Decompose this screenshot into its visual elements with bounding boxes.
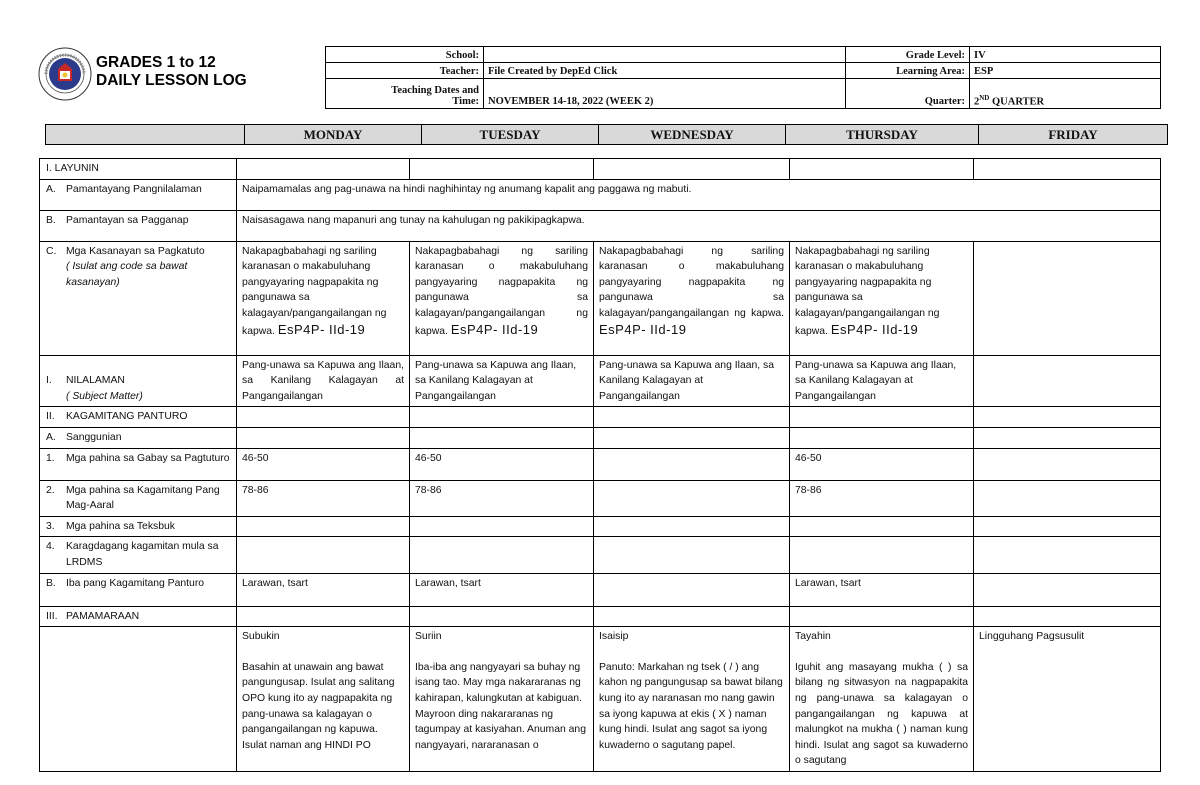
row-pamantayang-pangnilalaman [40,179,1161,210]
title-line-1: GRADES 1 to 12 [96,54,216,71]
pamantayang-pangnilalaman-label [40,179,237,210]
competency-code: EsP4P- IId-19 [830,321,919,337]
layunin-text: I. LAYUNIN [46,163,99,174]
proc-thursday [790,627,974,772]
quarter-number: 2 [974,96,980,107]
item-label: Mga pahina sa Gabay sa Pagtuturo [66,452,230,464]
item-label: Karagdagang kagamitan mula sa LRDMS [66,541,219,568]
learning-area-value: ESP [970,63,1161,79]
gabay-tuesday: 46-50 [410,448,594,480]
proc-title: Tayahin [795,631,831,643]
cell [237,606,410,627]
cell [410,516,594,537]
day-tuesday: TUESDAY [422,125,599,145]
kagamitang-mag-aaral-label [40,480,237,516]
cell [974,427,1161,448]
proc-monday [237,627,410,772]
item-label: Pamantayang Pangnilalaman [66,183,202,195]
cell [594,516,790,537]
row-lrdms [40,537,1161,573]
gabay-label [40,448,237,480]
cell [974,241,1161,355]
lesson-log-table [39,158,1161,772]
cell [237,516,410,537]
row-kagamitang-panturo [40,407,1161,428]
teaching-dates-value: NOVEMBER 14-18, 2022 (WEEK 2) [484,79,846,109]
row-kasanayan [40,241,1161,355]
nilalaman-wednesday: Pang-unawa sa Kapuwa ang Ilaan, sa Kanilang Kalagayan at Pangangailangan [594,355,790,407]
row-kagamitang-mag-aaral [40,480,1161,516]
day-wednesday: WEDNESDAY [599,125,786,145]
days-header [45,124,1168,145]
iba-pang-kagamitan-label [40,573,237,606]
cell [974,407,1161,428]
kasanayan-monday [237,241,410,355]
quarter-label: Quarter: [846,79,970,109]
row-layunin [40,159,1161,180]
item-number: B. [46,214,56,226]
item-number: I. [46,375,52,387]
day-monday: MONDAY [245,125,422,145]
item-number: A. [46,183,56,195]
cell [237,537,410,573]
item-label: Sanggunian [66,431,122,443]
cell [237,407,410,428]
competency-code: EsP4P- IId-19 [450,321,539,337]
kasanayan-note: ( Isulat ang code sa bawat kasanayan) [66,261,188,288]
item-label: PAMAMARAAN [66,610,140,622]
day-thursday: THURSDAY [786,125,979,145]
row-iba-pang-kagamitan [40,573,1161,606]
cell [594,606,790,627]
cell [594,427,790,448]
kasanayan-text: Nakapagbabahagi ng sariling karanasan o makabuluhang pangyayaring nagpapakita ng pangunawa sa kalagayan/pangangailangan ng kapwa. [242,245,387,337]
kasanayan-label [40,241,237,355]
cell [594,448,790,480]
kasanayan-tuesday [410,241,594,355]
title-block [96,54,247,90]
row-sanggunian [40,427,1161,448]
days-header-blank [46,125,245,145]
quarter-value [970,79,1161,109]
cell [974,480,1161,516]
nilalaman-tuesday: Pang-unawa sa Kapuwa ang Ilaan, sa Kanilang Kalagayan at Pangangailangan [410,355,594,407]
pamantayan-sa-pagganap-label [40,210,237,241]
cell [594,537,790,573]
item-number: B. [46,577,56,589]
item-label: NILALAMAN [66,375,125,387]
item-number: C. [46,245,57,257]
cell [974,573,1161,606]
cell [974,355,1161,407]
pamantayan-sa-pagganap-value: Naisasagawa nang mapanuri ang tunay na kahulugan ng pakikipagkapwa. [237,210,1161,241]
gabay-monday: 46-50 [237,448,410,480]
item-label: Mga pahina sa Kagamitang Pang Mag-Aaral [66,484,220,512]
day-friday: FRIDAY [979,125,1168,145]
cell [594,159,790,180]
kasanayan-text: Nakapagbabahagi ng sariling karanasan o makabuluhang pangyayaring nagpapakita ng pangunawa sa kalagayan/pangangailangan ng kapwa. [795,245,940,337]
proc-friday [974,627,1161,772]
proc-wednesday [594,627,790,772]
iba-thursday: Larawan, tsart [790,573,974,606]
nilalaman-note: ( Subject Matter) [66,390,143,402]
kagamitang-tuesday: 78-86 [410,480,594,516]
item-number: 2. [46,484,55,496]
cell [237,427,410,448]
header-info-table [325,46,1161,109]
cell [790,516,974,537]
cell [790,606,974,627]
item-number: 4. [46,541,55,553]
item-label: Pamantayan sa Pagganap [66,214,189,226]
cell [410,606,594,627]
cell [410,407,594,428]
kasanayan-thursday [790,241,974,355]
teacher-label: Teacher: [326,63,484,79]
quarter-word: QUARTER [989,96,1045,107]
lrdms-label [40,537,237,573]
proc-body: Iba-iba ang nangyayari sa buhay ng isang tao. May mga nakararanas ng kahirapan, kalungkutan at kabiguan. Mayroon ding nakararanas ng tagumpay at kasiyahan. Anuman ang nangyayari, nararanasan o [415,661,586,751]
item-number: II. [46,411,55,423]
cell [594,407,790,428]
teaching-dates-label [326,79,484,109]
item-label: KAGAMITANG PANTURO [66,411,188,423]
school-label: School: [326,47,484,63]
cell [594,573,790,606]
nilalaman-monday: Pang-unawa sa Kapuwa ang Ilaan, sa Kanilang Kalagayan at Pangangailangan [237,355,410,407]
cell [974,606,1161,627]
cell [410,427,594,448]
kasanayan-text: Nakapagbabahagi ng sariling karanasan o makabuluhang pangyayaring nagpapakita ng pangunawa sa kalagayan/pangangailangan ng kapwa. [415,245,588,337]
row-procedures [40,627,1161,772]
cell [974,159,1161,180]
kasanayan-text: Nakapagbabahagi ng sariling karanasan o makabuluhang pangyayaring nagpapakita ng pangunawa sa kalagayan/pangangailangan ng kapwa. [599,245,784,319]
nilalaman-thursday: Pang-unawa sa Kapuwa ang Ilaan, sa Kanilang Kalagayan at Pangangailangan [790,355,974,407]
proc-title: Subukin [242,631,280,643]
cell [790,407,974,428]
cell [790,537,974,573]
school-value [484,47,846,63]
gabay-thursday: 46-50 [790,448,974,480]
iba-monday: Larawan, tsart [237,573,410,606]
cell [790,159,974,180]
row-teksbuk [40,516,1161,537]
teacher-value: File Created by DepEd Click [484,63,846,79]
cell [974,537,1161,573]
kagamitang-monday: 78-86 [237,480,410,516]
cell [790,427,974,448]
competency-code: EsP4P- IId-19 [277,321,366,337]
grade-level-label: Grade Level: [846,47,970,63]
pamantayang-pangnilalaman-value: Naipamamalas ang pag-unawa na hindi naghihintay ng anumang kapalit ang paggawa ng mabuti. [237,179,1161,210]
item-number: III. [46,610,58,622]
proc-tuesday [410,627,594,772]
grade-level-value: IV [970,47,1161,63]
item-number: 1. [46,452,55,464]
sanggunian-label [40,427,237,448]
deped-seal-logo [38,47,92,101]
teaching-dates-label-line1: Teaching Dates and [391,85,479,96]
nilalaman-label [40,355,237,407]
cell [410,537,594,573]
iba-tuesday: Larawan, tsart [410,573,594,606]
cell [410,159,594,180]
row-pamamaraan [40,606,1161,627]
layunin-label [40,159,237,180]
item-label: Mga Kasanayan sa Pagkatuto [66,245,205,257]
proc-body: Basahin at unawain ang bawat pangungusap. Isulat ang salitang OPO kung ito ay nagpapakita ng pang-unawa sa kalagayan o pangangailangan ng kapuwa. Isulat naman ang HINDI PO [242,661,395,751]
cell [974,516,1161,537]
kagamitang-panturo-label [40,407,237,428]
title-line-2: DAILY LESSON LOG [96,72,247,89]
teaching-dates-label-line2: Time: [452,96,479,107]
cell [40,627,237,772]
row-nilalaman [40,355,1161,407]
proc-title: Isaisip [599,631,629,643]
row-pamantayan-sa-pagganap [40,210,1161,241]
cell [237,159,410,180]
proc-title: Lingguhang Pagsusulit [979,631,1085,643]
row-gabay [40,448,1161,480]
cell [594,480,790,516]
proc-title: Suriin [415,631,442,643]
item-number: A. [46,431,56,443]
pamamaraan-label [40,606,237,627]
quarter-suffix: ND [979,93,990,102]
cell [974,448,1161,480]
item-label: Iba pang Kagamitang Panturo [66,577,205,589]
item-number: 3. [46,520,55,532]
teksbuk-label [40,516,237,537]
competency-code: EsP4P- IId-19 [599,321,687,337]
kasanayan-wednesday [594,241,790,355]
proc-body: Panuto: Markahan ng tsek ( / ) ang kahon ng pangungusap sa bawat bilang kung ito ay naranasan mo nang gawin sa iyong kapuwa at ekis ( X ) naman kung hindi. Isulat ang sagot sa iyong kuwaderno o sagutang papel. [599,661,783,751]
kagamitang-thursday: 78-86 [790,480,974,516]
proc-body: Iguhit ang masayang mukha ( ) sa bilang ng sitwasyon na nagpapakita ng pang-unawa sa kalagayan o pangangailangan ng kapuwa at malungkot na mukha ( ) naman kung hindi. Isulat ang sagot sa kuwaderno o sagutang [795,661,968,767]
learning-area-label: Learning Area: [846,63,970,79]
item-label: Mga pahina sa Teksbuk [66,520,175,532]
